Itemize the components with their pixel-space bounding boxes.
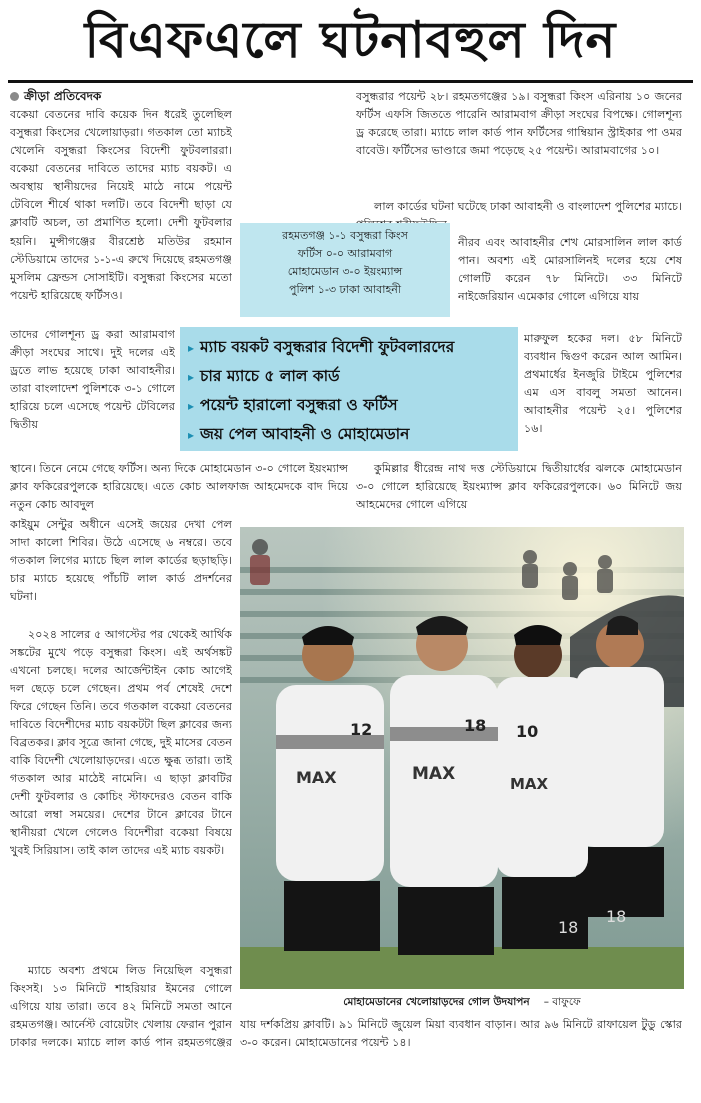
match-result: রহমতগঞ্জ ১-১ বসুন্ধরা কিংস (282, 229, 408, 242)
photo-caption (240, 991, 684, 1013)
arrow-icon: ▸ (188, 370, 195, 384)
svg-text:18: 18 (558, 918, 579, 937)
article-paragraph: স্থানে। তিনে নেমে গেছে ফর্টিস। অন্য দিকে মোহামেডান ৩-০ গোলে ইয়ংম্যান্স ক্লাব ফকিরেরপুলকে হারিয়েছে। এতে কোচ আলফাজ আহমেদকে বাদ দিয়ে নতুন কোচ আবদুল (10, 462, 348, 511)
svg-text:MAX: MAX (510, 775, 549, 793)
article-paragraph: মারুফুল হকের দল। ৫৮ মিনিটে ব্যবধান দ্বিগুণ করেন আল আমিন। প্রথমার্ধের ইনজুরি টাইমে পুলিশের এম এস বাবলু সমতা আনেন। আবাহনীর পয়েন্ট ২৫। পুলিশের ১৬। (524, 332, 682, 435)
article-paragraph: বকেয়া বেতনের দাবি কয়েক দিন ধরেই তুলেছিল বসুন্ধরা কিংসের খেলোয়াড়রা। গতকাল তো ম্যাচই খেলেনি বসুন্ধরা কিংসের বিদেশী ফুটবলাররা। বকেয়া বেতনের দাবিতে তাদের ম্যাচ বয়কট। এ অবস্থায় স্থানীয়দের নিয়েই মাঠে নামে পয়েন্ট টেবিলে শীর্ষে থাকা দলটি। তবে বিদেশী ছাড়া যে ক্লাবটি অচল, তা প্রমাণিত হলো। দেশী ফুটবলার (10, 108, 232, 229)
highlight-text: ম্যাচ বয়কট বসুন্ধরার বিদেশী ফুটবলারদের (200, 338, 455, 356)
svg-text:MAX: MAX (412, 764, 456, 784)
article-paragraph: নীরব এবং আবাহনীর শেখ মোরসালিন লাল কার্ড পান। অবশ্য এই মোরসালিনই দলের হয়ে শেষ গোলটি করেন ৭৮ মিনিটে। ৩৩ মিনিটে নাইজেরিয়ান এমেকার গোলে এগিয়ে যায় (458, 236, 682, 303)
article-paragraph: ম্যাচে অবশ্য প্রথমে লিড নিয়েছিল বসুন্ধরা কিংসই। ১৩ মিনিটে শাহরিয়ার ইমনের গোলে এগিয়ে যায় তারা। তবে ৪২ মিনিটে সমতা আনে রহমতগঞ্জ। আর্নেস্ট বোয়েটাং খেলায় ফেরান পুরান ঢাকার দলকে। ম্যাচে লাল কার্ড পান রহমতগঞ্জের (10, 964, 232, 1049)
highlight-item (188, 391, 510, 420)
svg-text:18: 18 (464, 716, 487, 735)
article-paragraph: যায় দর্শকপ্রিয় ক্লাবটি। ৯১ মিনিটে জুয়েল মিয়া ব্যবধান বাড়ান। আর ৯৬ মিনিটে রাফায়েল টুডু স্কোর ৩-০ করেন। মোহামেডানের পয়েন্ট ১৪। (240, 1018, 682, 1049)
article-paragraph: কুমিল্লার ধীরেন্দ্র নাথ দত্ত স্টেডিয়ামে দ্বিতীয়ার্ধের ঝলকে মোহামেডান ৩-০ গোলে হারিয়েছে ইয়ংম্যান্স ক্লাব ফকিরেরপুলকে। ৬০ মিনিটে জয় আহমেদের গোলে এগিয়ে (356, 462, 682, 511)
article-paragraph: হয়নি। মুন্সীগঞ্জের বীরশ্রেষ্ঠ মতিউর রহমান স্টেডিয়ামে তাদের ১-১-এ রুখে দিয়েছে রহমতগঞ্জ মুসলিম ফ্রেন্ডস সোসাইটি। বসুন্ধরা কিংসের মতো পয়েন্ট হারিয়েছে ফর্টিসও। (10, 235, 232, 302)
byline (10, 88, 101, 108)
headline: বিএফএলে ঘটনাবহুল দিন (84, 10, 617, 69)
article-paragraph: ২০২৪ সালের ৫ আগস্টের পর থেকেই আর্থিক সঙ্কটের মুখে পড়ে বসুন্ধরা কিংস। এই অর্থসঙ্কট এখনো চলছে। দলের আর্জেন্টাইন কোচ আগেই দল ছেড়ে চলে গেছেন। প্রথম পর্ব শেষেই দেশে ফিরে গেছেন তিনি। তবে গতকাল বকেয়া বেতনের দাবিতে বিদেশীদের ম্যাচ বয়কটটা ছিল ক্লাবের জন্য বিব্রতকর। ক্লাব সূত্রে জানা গেছে, দুই মাসের বেতন বাকি বিদেশী খেলোয়াড়দের। এতে ক্ষুব্ধ তারা। তাই গতকাল আর মাঠেই নামেনি। এ ছাড়া ক্লাবটির দেশী ফুটবলার ও কোচিং স্টাফদেরও বেতন বাকি আরো লম্বা সময়ের। দেশের টানে ক্লাবের টানে স্থানীয়রা খেলে গেলেও বিদেশীরা বকেয়া বিষয়ে খুবই সিরিয়াস। তাই কাল তাদের এই ম্যাচ বয়কট। (10, 628, 232, 857)
highlights-box (180, 327, 518, 451)
match-result: পুলিশ ১-৩ ঢাকা আবাহনী (288, 283, 401, 296)
svg-text:10: 10 (516, 722, 539, 741)
photo-credit: – বাফুফে (543, 996, 581, 1008)
arrow-icon: ▸ (188, 341, 195, 355)
headline-rule (8, 80, 693, 83)
results-box (240, 223, 450, 317)
arrow-icon: ▸ (188, 399, 195, 413)
highlight-item (188, 362, 510, 391)
highlight-item (188, 420, 510, 449)
caption-text: মোহামেডানের খেলোয়াড়দের গোল উদযাপন (343, 996, 530, 1008)
highlight-text: চার ম্যাচে ৫ লাল কার্ড (200, 367, 340, 385)
highlight-item (188, 333, 510, 362)
bullet-icon (10, 92, 19, 101)
svg-text:MAX: MAX (296, 768, 337, 787)
article-paragraph: লাল কার্ডের ঘটনা ঘটেছে ঢাকা আবাহনী ও বাংলাদেশ পুলিশের ম্যাচে। (374, 200, 682, 213)
byline-text: ক্রীড়া প্রতিবেদক (24, 89, 102, 103)
svg-text:18: 18 (606, 907, 627, 926)
celebration-photo (240, 527, 684, 989)
highlight-text: পয়েন্ট হারালো বসুন্ধরা ও ফর্টিস (200, 396, 398, 414)
match-result: ফর্টিস ০-০ আরামবাগ (297, 247, 393, 260)
article-paragraph: তাদের গোলশূন্য ড্র করা আরামবাগ ক্রীড়া সংঘের সাথে। দুই দলের এই ড্রতে লাভ হয়েছে ঢাকা আবাহনীর। তারা বাংলাদেশ পুলিশকে ৩-১ গোলে হারিয়ে চলে এসেছে পয়েন্ট টেবিলের দ্বিতীয় (10, 328, 175, 431)
match-result: মোহামেডান ৩-০ ইয়ংম্যান্স (287, 265, 403, 278)
arrow-icon: ▸ (188, 428, 195, 442)
article-paragraph: কাইয়ুম সেন্টুর অধীনে এসেই জয়ের দেখা পেল সাদা কালো শিবির। উঠে এসেছে ৬ নম্বরে। তবে গতকাল লিগের ম্যাচে ছিল লাল কার্ডের ছড়াছড়ি। চার ম্যাচে হয়েছে পাঁচটি লাল কার্ড প্রদর্শনের ঘটনা। (10, 518, 232, 603)
svg-text:12: 12 (350, 720, 373, 739)
highlight-text: জয় পেল আবাহনী ও মোহামেডান (200, 425, 410, 443)
article-paragraph: বসুন্ধরার পয়েন্ট ২৮। রহমতগঞ্জের ১৯। বসুন্ধরা কিংস এরিনায় ১০ জনের ফর্টিস এফসি জিততে পারেনি আরামবাগ ক্রীড়া সংঘের বিপক্ষে। গোলশূন্য ড্র করেছে তারা। ম্যাচে লাল কার্ড পান ফর্টিসের গাম্বিয়ান স্ট্রাইকার পা ওমর বাবেউ। ফর্টিসের ভাণ্ডারে জমা পড়েছে ২৫ পয়েন্ট। আরামবাগের ১০। (356, 90, 682, 157)
photo-illustration (240, 527, 684, 989)
